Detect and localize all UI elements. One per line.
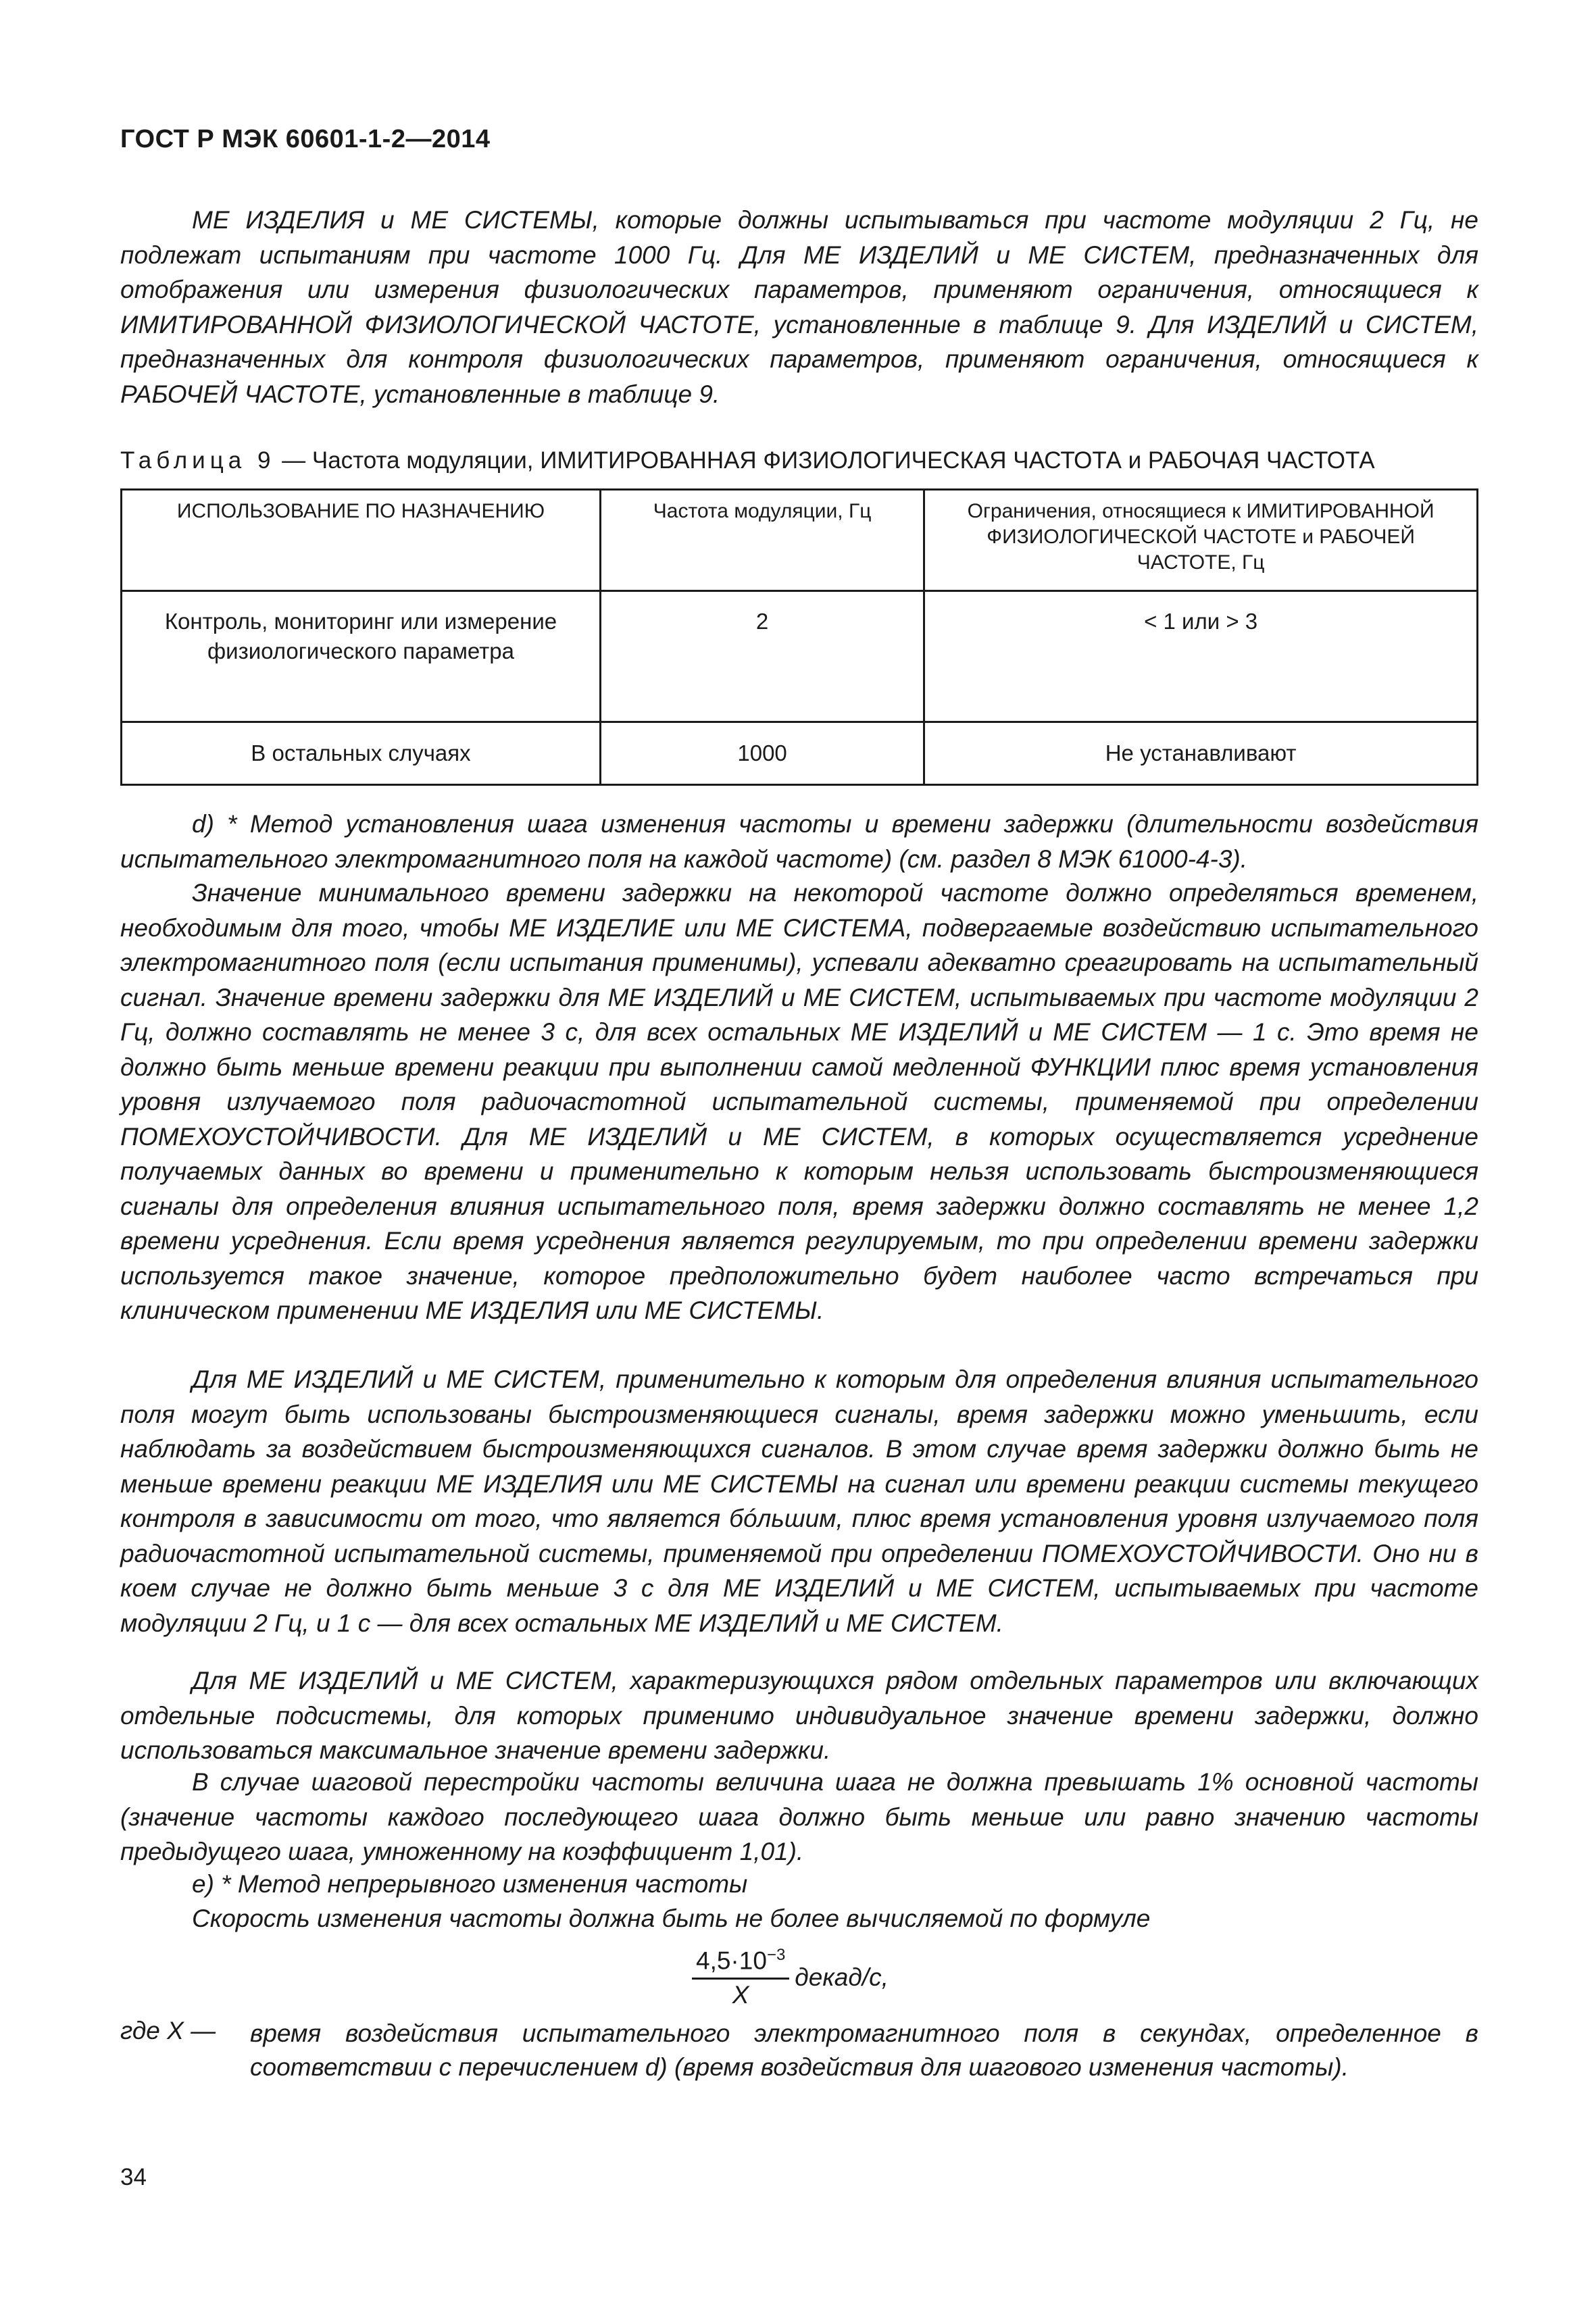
table-cell: Не устанавливают bbox=[924, 722, 1478, 785]
table-cell: В остальных случаях bbox=[122, 722, 601, 785]
formula bbox=[692, 1946, 889, 2009]
intro-paragraph: МЕ ИЗДЕЛИЯ и МЕ СИСТЕМЫ, которые должны испытываться при частоте модуляции 2 Гц, не подлежат испытаниям при частоте 1000 Гц. Для МЕ ИЗДЕЛИЙ и МЕ СИСТЕМ, предназначенных для отображения или измерения физиологических параметров, применяют ограничения, относящиеся к ИМИТИРОВАННОЙ ФИЗИОЛОГИЧЕСКОЙ ЧАСТОТЕ, установленные в таблице 9. Для ИЗДЕЛИЙ и СИСТЕМ, предназначенных для контроля физиологических параметров, применяют ограничения, относящиеся к РАБОЧЕЙ ЧАСТОТЕ, установленные в таблице 9. bbox=[120, 206, 1478, 408]
table-header-row bbox=[122, 490, 1478, 591]
formula-unit: декад/с, bbox=[795, 1963, 889, 1992]
table-cell: 2 bbox=[600, 591, 924, 722]
table-header-cell: Ограничения, относящиеся к ИМИТИРОВАННОЙ ФИЗИОЛОГИЧЕСКОЙ ЧАСТОТЕ и РАБОЧЕЙ ЧАСТОТЕ, Гц bbox=[924, 490, 1478, 591]
table-cell: 1000 bbox=[600, 722, 924, 785]
document-header: ГОСТ Р МЭК 60601-1-2—2014 bbox=[120, 125, 491, 153]
where-label: где X — bbox=[120, 2017, 216, 2044]
paragraph-e: е) * Метод непрерывного изменения частоты bbox=[192, 1870, 748, 1898]
formula-fraction bbox=[692, 1946, 789, 2009]
paragraph-formula-intro: Скорость изменения частоты должна быть не более вычисляемой по формуле bbox=[192, 1905, 1151, 1932]
paragraph-subsystems: Для МЕ ИЗДЕЛИЙ и МЕ СИСТЕМ, характеризующихся рядом отдельных параметров или включающих отдельные подсистемы, для которых применимо индивидуальное значение времени задержки, должно использоваться максимальное значение времени задержки. bbox=[120, 1667, 1478, 1764]
table-header-cell: ИСПОЛЬЗОВАНИЕ ПО НАЗНАЧЕНИЮ bbox=[122, 490, 601, 591]
paragraph-fast-signals: Для МЕ ИЗДЕЛИЙ и МЕ СИСТЕМ, применительно к которым для определения влияния испытательного поля могут быть использованы быстроизменяющиеся сигналы, время задержки можно уменьшить, если наблюдать за воздействием быстроизменяющихся сигналов. В этом случае время задержки должно быть не меньше времени реакции МЕ ИЗДЕЛИЯ или МЕ СИСТЕМЫ на сигнал или времени реакции системы текущего контроля в зависимости от того, что является бóльшим, плюс время установления уровня излучаемого поля радиочастотной испытательной системы, применяемой при определении ПОМЕХОУСТОЙЧИВОСТИ. Оно ни в коем случае не должно быть меньше 3 с для МЕ ИЗДЕЛИЙ и МЕ СИСТЕМ, испытываемых при частоте модуляции 2 Гц, и 1 с — для всех остальных МЕ ИЗДЕЛИЙ и МЕ СИСТЕМ. bbox=[120, 1365, 1478, 1637]
table-caption bbox=[120, 447, 1478, 474]
paragraph-d: d) * Метод установления шага изменения частоты и времени задержки (длительности воздействия испытательного электромагнитного поля на каждой частоте) (см. раздел 8 МЭК 61000-4-3). bbox=[120, 810, 1478, 873]
formula-denominator: X bbox=[732, 1981, 749, 2009]
table-caption-label: Таблица 9 bbox=[120, 447, 276, 474]
table-row bbox=[122, 591, 1478, 722]
table-cell: Контроль, мониторинг или измерение физиологического параметра bbox=[122, 591, 601, 722]
paragraph-step-size: В случае шаговой перестройки частоты величина шага не должна превышать 1% основной частоты (значение частоты каждого последующего шага должно быть меньше или равно значению частоты предыдущего шага, умноженному на коэффициент 1,01). bbox=[120, 1768, 1478, 1865]
table-cell: < 1 или > 3 bbox=[924, 591, 1478, 722]
paragraph-delay-time: Значение минимального времени задержки на некоторой частоте должно определяться временем, необходимым для того, чтобы МЕ ИЗДЕЛИЕ или МЕ СИСТЕМА, подвергаемые воздействию испытательного электромагнитного поля (если испытания применимы), успевали адекватно среагировать на испытательный сигнал. Значение времени задержки для МЕ ИЗДЕЛИЙ и МЕ СИСТЕМ, испытываемых при частоте модуляции 2 Гц, должно составлять не менее 3 с, для всех остальных МЕ ИЗДЕЛИЙ и МЕ СИСТЕМ — 1 с. Это время не должно быть меньше времени реакции при выполнении самой медленной ФУНКЦИИ плюс время установления уровня излучаемого поля радиочастотной испытательной системы, применяемой при определении ПОМЕХОУСТОЙЧИВОСТИ. Для МЕ ИЗДЕЛИЙ и МЕ СИСТЕМ, в которых осуществляется усреднение получаемых данных во времени и применительно к которым нельзя использовать быстроизменяющиеся сигналы для определения влияния испытательного поля, время задержки должно составлять не менее 1,2 времени усреднения. Если время усреднения является регулируемым, то при определении времени задержки используется такое значение, которое предположительно будет наиболее часто встречаться при клиническом применении МЕ ИЗДЕЛИЯ или МЕ СИСТЕМЫ. bbox=[120, 879, 1478, 1324]
table-caption-text: — Частота модуляции, ИМИТИРОВАННАЯ ФИЗИОЛОГИЧЕСКАЯ ЧАСТОТА и РАБОЧАЯ ЧАСТОТА bbox=[275, 447, 1375, 474]
table-header-cell: Частота модуляции, Гц bbox=[600, 490, 924, 591]
formula-numerator: $4,5\cdot 10^{-3}$ bbox=[692, 1946, 789, 1980]
page-number: 34 bbox=[120, 2164, 147, 2190]
table-9 bbox=[120, 488, 1478, 786]
where-text: время воздействия испытательного электромагнитного поля в секундах, определенное в соответствии с перечислением d) (время воздействия для шагового изменения частоты). bbox=[250, 2019, 1478, 2081]
table-row bbox=[122, 722, 1478, 785]
